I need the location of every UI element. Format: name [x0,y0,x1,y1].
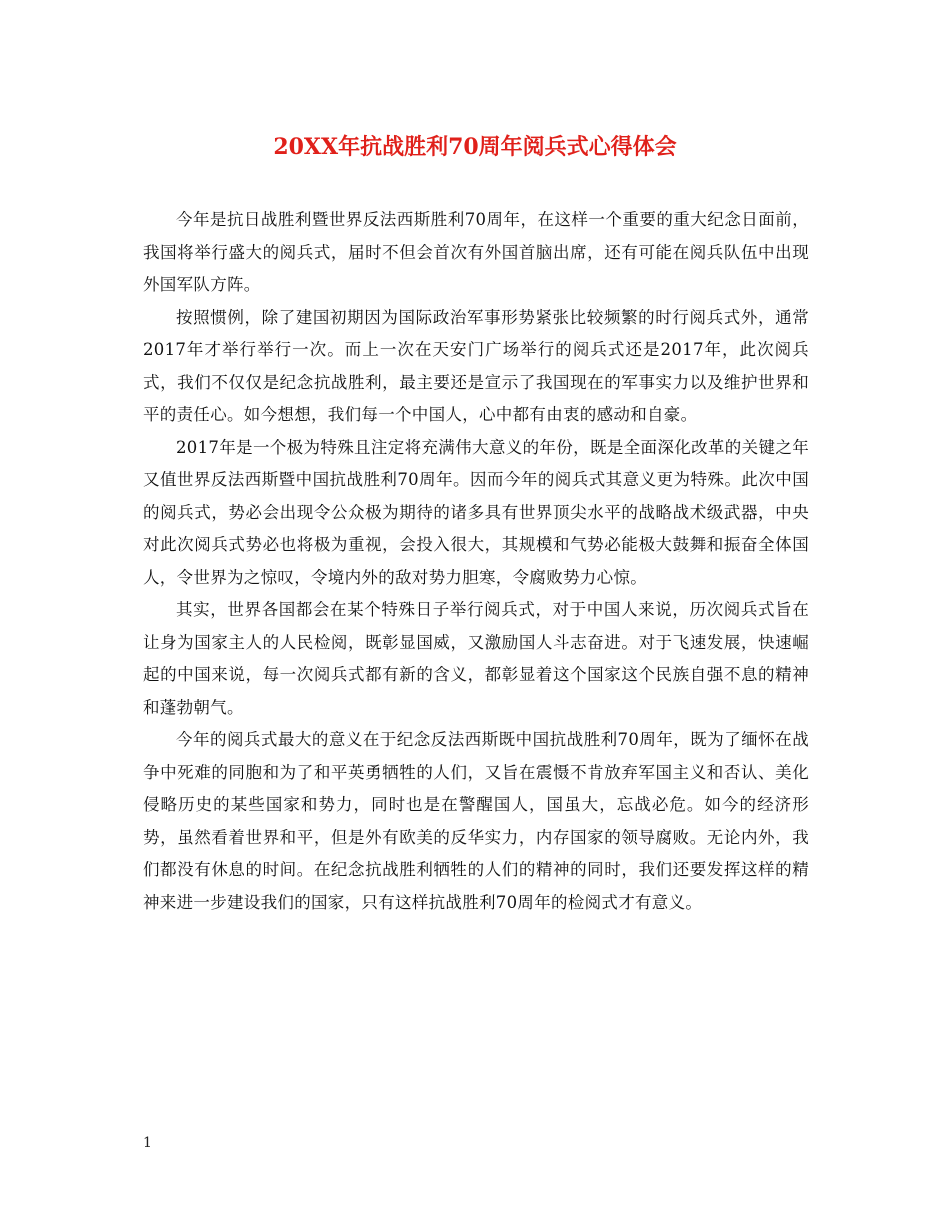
document-title: 20XX年抗战胜利70周年阅兵式心得体会 [273,134,677,160]
page-number: 1 [143,1135,152,1151]
paragraph-1: 今年是抗日战胜利暨世界反法西斯胜利70周年，在这样一个重要的重大纪念日面前，我国将举行盛大的阅兵式，届时不但会首次有外国首脑出席，还有可能在阅兵队伍中出现外国军队方阵。 [143,210,809,294]
paragraph-3: 2017年是一个极为特殊且注定将充满伟大意义的年份，既是全面深化改革的关键之年又值世界反法西斯暨中国抗战胜利70周年。因而今年的阅兵式其意义更为特殊。此次中国的阅兵式，势必会出现令公众极为期待的诸多具有世界顶尖水平的战略战术级武器，中央对此次阅兵式势必也将极为重视，会投入很大，其规模和气势必能极大鼓舞和振奋全体国人，令世界为之惊叹，令境内外的敌对势力胆寒，令腐败势力心惊。 [143,437,809,587]
paragraph-4: 其实，世界各国都会在某个特殊日子举行阅兵式，对于中国人来说，历次阅兵式旨在让身为国家主人的人民检阅，既彰显国威，又激励国人斗志奋进。对于飞速发展，快速崛起的中国来说，每一次阅兵式都有新的含义，都彰显着这个国家这个民族自强不息的精神和蓬勃朝气。 [143,600,809,717]
document-body [143,204,809,919]
paragraph-2: 按照惯例，除了建国初期因为国际政治军事形势紧张比较频繁的时行阅兵式外，通常2017年才举行举行一次。而上一次在天安门广场举行的阅兵式还是2017年，此次阅兵式，我们不仅仅是纪念抗战胜利，最主要还是宣示了我国现在的军事实力以及维护世界和平的责任心。如今想想，我们每一个中国人，心中都有由衷的感动和自豪。 [143,307,809,424]
paragraph-5: 今年的阅兵式最大的意义在于纪念反法西斯既中国抗战胜利70周年，既为了缅怀在战争中死难的同胞和为了和平英勇牺牲的人们，又旨在震慑不肯放弃军国主义和否认、美化侵略历史的某些国家和势力，同时也是在警醒国人，国虽大，忘战必危。如今的经济形势，虽然看着世界和平，但是外有欧美的反华实力，内存国家的领导腐败。无论内外，我们都没有休息的时间。在纪念抗战胜利牺牲的人们的精神的同时，我们还要发挥这样的精神来进一步建设我们的国家，只有这样抗战胜利70周年的检阅式才有意义。 [143,730,809,912]
